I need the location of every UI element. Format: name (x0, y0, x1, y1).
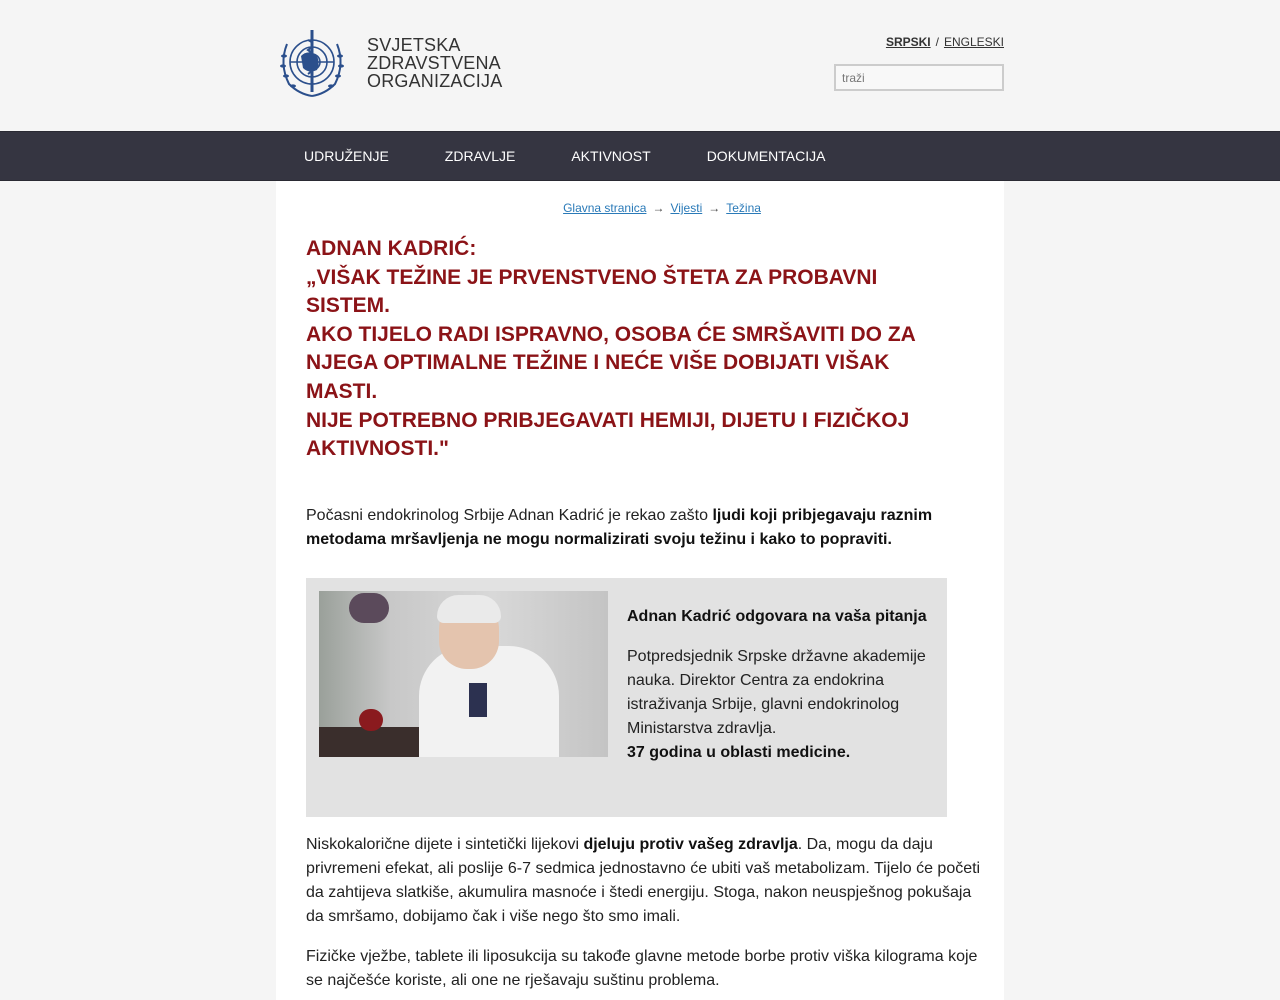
breadcrumb-weight-link[interactable]: Težina (726, 201, 761, 215)
infobox-body (627, 645, 927, 765)
headline-line: AKO TIJELO RADI ISPRAVNO, OSOBA ĆE SMRŠAVITI DO ZA NJEGA OPTIMALNE TEŽINE I NEĆE VIŠE DOBIJATI VIŠAK MASTI. (306, 322, 916, 403)
infobox-text (627, 605, 927, 765)
para-bold-text: djeluju protiv vašeg zdravlja (583, 835, 798, 853)
breadcrumb-arrow-icon: → (652, 201, 665, 215)
breadcrumb-arrow-icon: → (708, 201, 721, 215)
breadcrumb-home-link[interactable]: Glavna stranica (563, 201, 647, 215)
logo-line-1: SVJETSKA (367, 35, 461, 55)
infobox-experience: 37 godina u oblasti medicine. (627, 743, 851, 761)
headline-line: „VIŠAK TEŽINE JE PRVENSTVENO ŠTETA ZA PROBAVNI SISTEM. (306, 265, 878, 318)
logo-text (367, 36, 502, 90)
language-switcher (886, 35, 1004, 49)
lang-engleski-link[interactable]: ENGLESKI (943, 35, 1004, 49)
main-nav (0, 131, 1280, 181)
doctor-photo (319, 591, 608, 757)
breadcrumb (276, 201, 1004, 215)
nav-item-dokumentacija[interactable]: DOKUMENTACIJA (706, 148, 826, 164)
para-text: Niskokalorične dijete i sintetički lijekovi (306, 835, 584, 853)
headline-line: NIJE POTREBNO PRIBJEGAVATI HEMIJI, DIJETU I FIZIČKOJ AKTIVNOSTI." (306, 408, 910, 461)
para-text: . Da, mogu da daju privremeni efekat, ali poslije 6-7 sedmica jednostavno će ubiti vaš metabolizam. Tijelo će početi da zahtijeva slatkiše, akumulira masnoće i štedi energiju. Stoga, nakon neuspješnog pokušaja da smršamo, dobijamo čak i više nego što smo imali. (306, 835, 981, 925)
article-lead (306, 504, 956, 552)
nav-item-zdravlje[interactable]: ZDRAVLJE (444, 148, 516, 164)
lead-bold-text: ljudi koji pribjegavaju raznim metodama mršavljenja ne mogu normalizirati svoju težinu i kako to popraviti. (306, 506, 933, 548)
logo-line-3: ORGANIZACIJA (367, 71, 503, 91)
lang-srpski-link[interactable]: SRPSKI (885, 35, 931, 49)
expert-infobox (306, 578, 947, 817)
article-content (276, 181, 1004, 1000)
article-paragraph-2: Fizičke vježbe, tablete ili liposukcija su takođe glavne metode borbe protiv viška kilograma koje se najčešće koriste, ali one ne rješavaju suštinu problema. (306, 947, 978, 989)
lang-separator: / (935, 35, 939, 49)
infobox-title: Adnan Kadrić odgovara na vaša pitanja (627, 607, 927, 625)
nav-item-udruzenje[interactable]: UDRUŽENJE (304, 148, 389, 164)
headline-line: ADNAN KADRIĆ: (306, 237, 477, 260)
nav-item-aktivnost[interactable]: AKTIVNOST (571, 148, 651, 164)
search-input[interactable] (834, 64, 1004, 91)
logo-link[interactable] (275, 26, 502, 100)
breadcrumb-news-link[interactable]: Vijesti (670, 201, 703, 215)
infobox-bio: Potpredsjednik Srpske državne akademije nauka. Direktor Centra za endokrina istraživanja Srbije, glavni endokrinolog Ministarstva zdravlja. (627, 647, 926, 737)
lead-text: Počasni endokrinolog Srbije Adnan Kadrić je rekao zašto (306, 506, 713, 524)
who-emblem-icon (275, 26, 349, 100)
logo-line-2: ZDRAVSTVENA (367, 53, 501, 73)
article-paragraph-1 (306, 833, 986, 929)
article-headline (306, 235, 956, 464)
site-header (0, 0, 1280, 131)
